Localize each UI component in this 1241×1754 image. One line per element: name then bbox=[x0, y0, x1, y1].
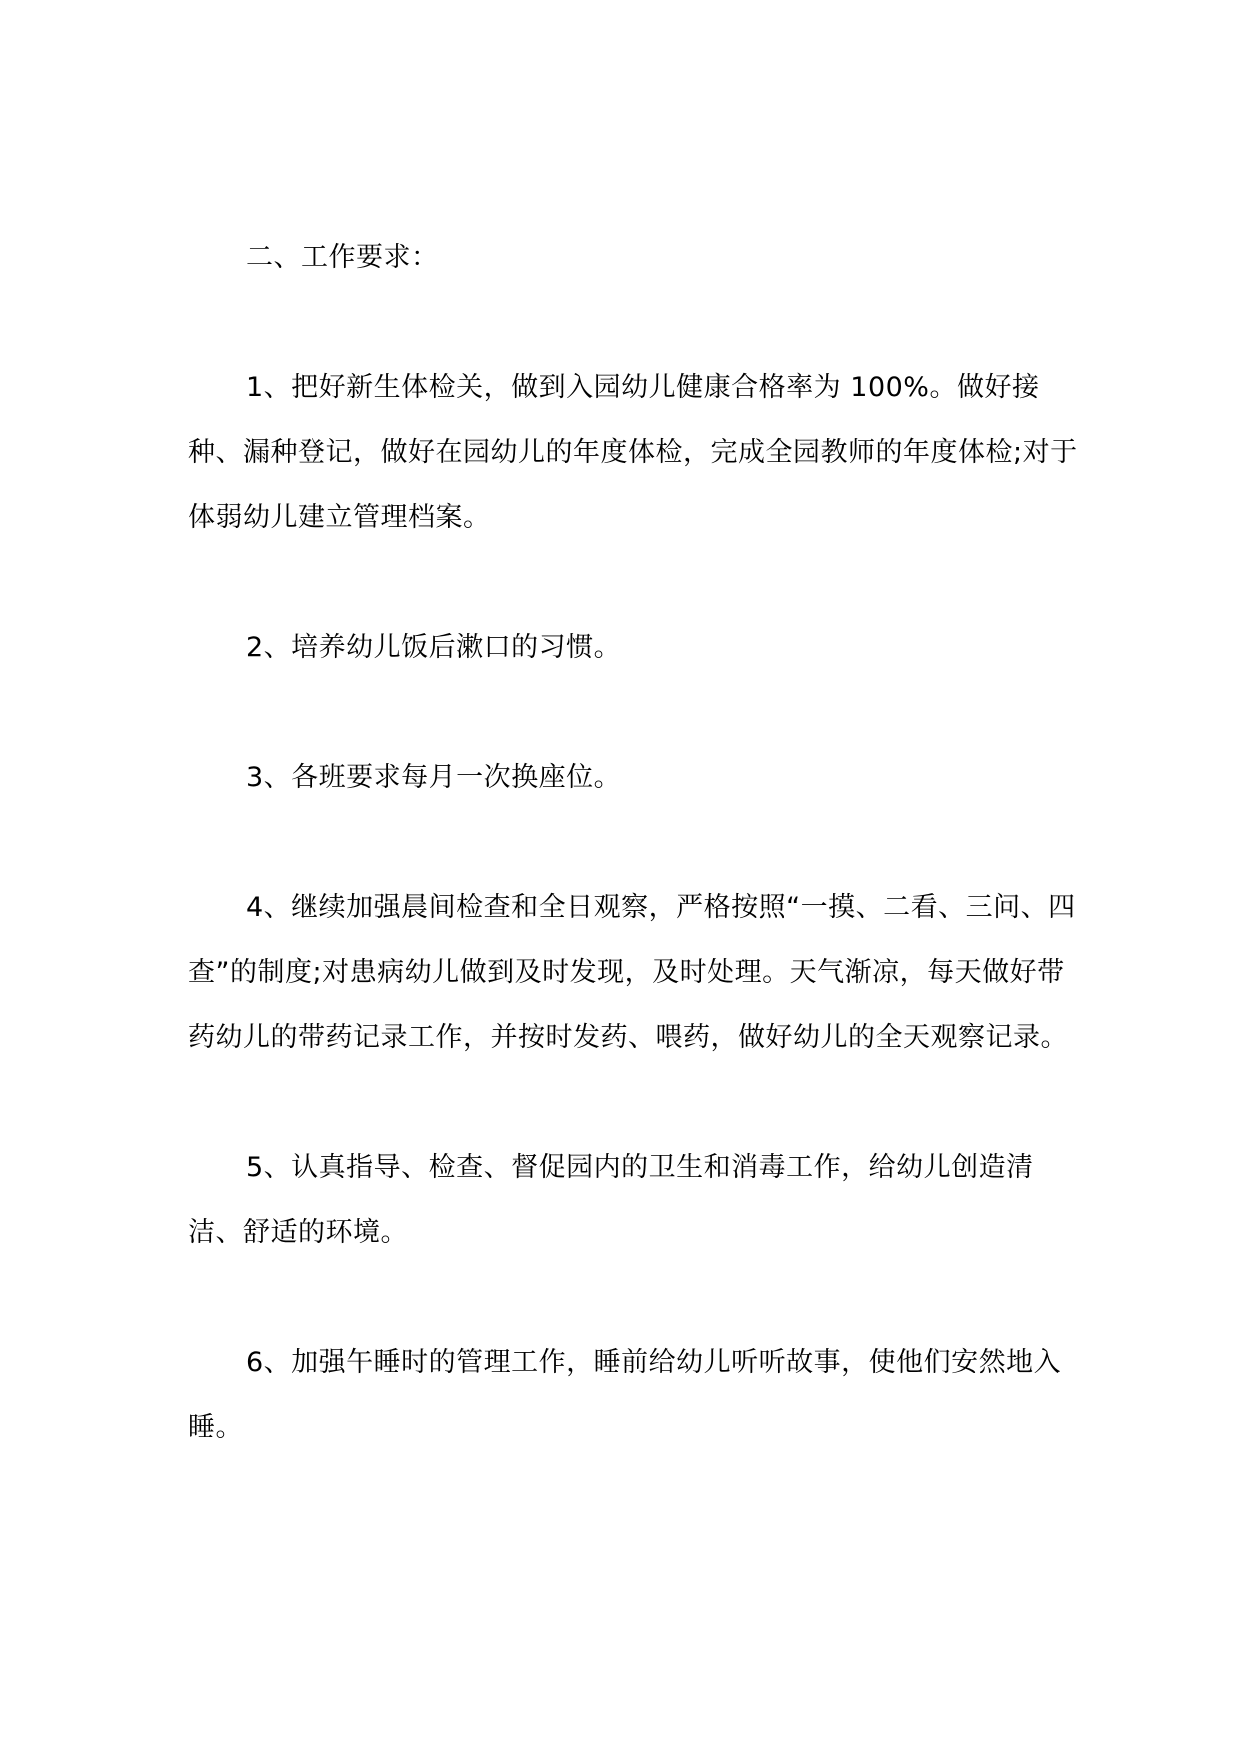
paragraph-6: 6、加强午睡时的管理工作，睡前给幼儿听听故事，使他们安然地入睡。 bbox=[188, 1347, 1062, 1443]
document-body bbox=[188, 225, 1078, 1460]
paragraph-1: 1、把好新生体检关，做到入园幼儿健康合格率为 100%。做好接种、漏种登记，做好在园幼儿的年度体检，完成全园教师的年度体检;对于体弱幼儿建立管理档案。 bbox=[188, 372, 1078, 533]
section-heading: 二、工作要求： bbox=[246, 242, 439, 273]
paragraph-2: 2、培养幼儿饭后漱口的习惯。 bbox=[246, 632, 622, 663]
paragraph-3: 3、各班要求每月一次换座位。 bbox=[246, 762, 622, 793]
paragraph-4: 4、继续加强晨间检查和全日观察，严格按照“一摸、二看、三问、四查”的制度;对患病幼儿做到及时发现，及时处理。天气渐凉，每天做好带药幼儿的带药记录工作，并按时发药、喂药，做好幼儿的全天观察记录。 bbox=[188, 892, 1076, 1053]
paragraph-5: 5、认真指导、检查、督促园内的卫生和消毒工作，给幼儿创造清洁、舒适的环境。 bbox=[188, 1152, 1034, 1248]
